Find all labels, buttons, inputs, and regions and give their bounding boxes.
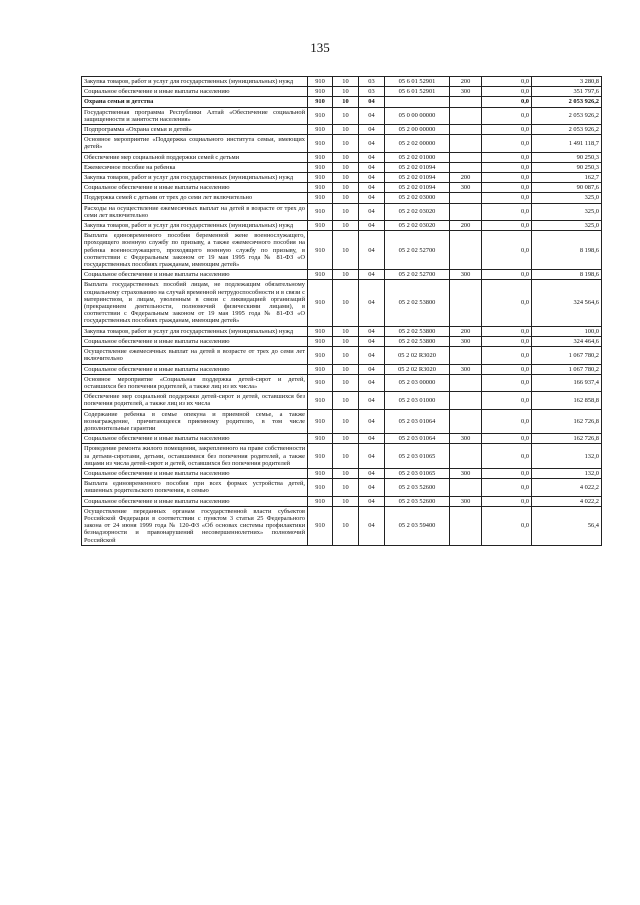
row-expense-type bbox=[450, 152, 482, 162]
table-row bbox=[82, 270, 602, 280]
table-row bbox=[82, 173, 602, 183]
row-target-article: 05 2 00 00000 bbox=[385, 125, 450, 135]
row-name: Расходы на осуществление ежемесячных выплат на детей в возрасте от трех до семи лет включительно bbox=[82, 203, 308, 220]
row-value-1: 0,0 bbox=[482, 231, 532, 270]
row-target-article: 05 2 03 01065 bbox=[385, 468, 450, 478]
row-value-2: 325,0 bbox=[532, 193, 602, 203]
row-ved: 910 bbox=[308, 77, 333, 87]
row-value-2: 2 053 926,2 bbox=[532, 97, 602, 107]
row-podrazdel: 04 bbox=[359, 203, 385, 220]
row-razdel: 10 bbox=[333, 125, 359, 135]
row-value-1: 0,0 bbox=[482, 77, 532, 87]
row-expense-type: 300 bbox=[450, 336, 482, 346]
row-target-article: 05 2 02 01094 bbox=[385, 162, 450, 172]
row-expense-type bbox=[450, 479, 482, 496]
table-row bbox=[82, 374, 602, 391]
row-razdel: 10 bbox=[333, 409, 359, 434]
row-target-article: 05 2 03 59400 bbox=[385, 506, 450, 545]
row-value-1: 0,0 bbox=[482, 364, 532, 374]
row-target-article: 05 2 03 52600 bbox=[385, 479, 450, 496]
row-podrazdel: 04 bbox=[359, 336, 385, 346]
row-name: Основное мероприятие «Социальная поддержка детей-сирот и детей, оставшихся без попечения родителей, а также лиц из их числа» bbox=[82, 374, 308, 391]
row-name: Обеспечение мер социальной поддержки семей с детьми bbox=[82, 152, 308, 162]
row-target-article bbox=[385, 97, 450, 107]
row-expense-type bbox=[450, 125, 482, 135]
row-razdel: 10 bbox=[333, 444, 359, 469]
row-target-article: 05 2 02 53800 bbox=[385, 280, 450, 326]
table-row bbox=[82, 479, 602, 496]
row-podrazdel: 04 bbox=[359, 173, 385, 183]
row-name: Социальное обеспечение и иные выплаты населению bbox=[82, 336, 308, 346]
row-ved: 910 bbox=[308, 479, 333, 496]
row-value-2: 90 087,6 bbox=[532, 183, 602, 193]
row-name: Социальное обеспечение и иные выплаты населению bbox=[82, 364, 308, 374]
row-name: Охрана семьи и детства bbox=[82, 97, 308, 107]
row-podrazdel: 04 bbox=[359, 125, 385, 135]
row-value-2: 324 564,6 bbox=[532, 280, 602, 326]
row-ved: 910 bbox=[308, 444, 333, 469]
row-podrazdel: 04 bbox=[359, 496, 385, 506]
row-value-2: 3 280,8 bbox=[532, 77, 602, 87]
row-ved: 910 bbox=[308, 326, 333, 336]
row-expense-type bbox=[450, 506, 482, 545]
row-value-1: 0,0 bbox=[482, 409, 532, 434]
row-value-2: 351 797,6 bbox=[532, 87, 602, 97]
row-razdel: 10 bbox=[333, 347, 359, 364]
row-razdel: 10 bbox=[333, 434, 359, 444]
table-row bbox=[82, 203, 602, 220]
table-row bbox=[82, 193, 602, 203]
row-value-2: 162,7 bbox=[532, 173, 602, 183]
table-row bbox=[82, 444, 602, 469]
row-expense-type bbox=[450, 347, 482, 364]
row-razdel: 10 bbox=[333, 326, 359, 336]
row-target-article: 05 2 02 53800 bbox=[385, 326, 450, 336]
row-target-article: 05 2 02 01094 bbox=[385, 183, 450, 193]
row-value-1: 0,0 bbox=[482, 97, 532, 107]
row-target-article: 05 2 03 52600 bbox=[385, 496, 450, 506]
row-target-article: 05 2 02 03020 bbox=[385, 221, 450, 231]
row-podrazdel: 04 bbox=[359, 162, 385, 172]
row-ved: 910 bbox=[308, 364, 333, 374]
row-expense-type bbox=[450, 231, 482, 270]
row-razdel: 10 bbox=[333, 468, 359, 478]
row-target-article: 05 2 02 03000 bbox=[385, 193, 450, 203]
row-razdel: 10 bbox=[333, 231, 359, 270]
row-razdel: 10 bbox=[333, 107, 359, 124]
row-name: Социальное обеспечение и иные выплаты населению bbox=[82, 468, 308, 478]
row-podrazdel: 04 bbox=[359, 135, 385, 152]
row-expense-type bbox=[450, 203, 482, 220]
row-name: Обеспечение мер социальной поддержки детей-сирот и детей, оставшихся без попечения родителей, а также лиц из их числа bbox=[82, 392, 308, 409]
row-value-1: 0,0 bbox=[482, 326, 532, 336]
row-name: Социальное обеспечение и иные выплаты населению bbox=[82, 270, 308, 280]
row-expense-type bbox=[450, 444, 482, 469]
row-razdel: 10 bbox=[333, 97, 359, 107]
row-expense-type: 200 bbox=[450, 221, 482, 231]
row-value-2: 324 464,6 bbox=[532, 336, 602, 346]
row-name: Ежемесячное пособие на ребенка bbox=[82, 162, 308, 172]
row-value-1: 0,0 bbox=[482, 162, 532, 172]
row-expense-type: 300 bbox=[450, 183, 482, 193]
row-value-1: 0,0 bbox=[482, 479, 532, 496]
row-expense-type bbox=[450, 193, 482, 203]
row-value-2: 132,0 bbox=[532, 468, 602, 478]
row-value-1: 0,0 bbox=[482, 125, 532, 135]
row-ved: 910 bbox=[308, 336, 333, 346]
row-razdel: 10 bbox=[333, 336, 359, 346]
row-value-2: 56,4 bbox=[532, 506, 602, 545]
row-value-1: 0,0 bbox=[482, 347, 532, 364]
row-name: Подпрограмма «Охрана семьи и детей» bbox=[82, 125, 308, 135]
row-expense-type: 200 bbox=[450, 173, 482, 183]
row-value-2: 132,0 bbox=[532, 444, 602, 469]
row-value-2: 166 937,4 bbox=[532, 374, 602, 391]
row-name: Закупка товаров, работ и услуг для государственных (муниципальных) нужд bbox=[82, 77, 308, 87]
row-value-2: 162 858,8 bbox=[532, 392, 602, 409]
row-value-2: 4 022,2 bbox=[532, 479, 602, 496]
row-expense-type bbox=[450, 162, 482, 172]
row-ved: 910 bbox=[308, 270, 333, 280]
row-value-2: 8 198,6 bbox=[532, 270, 602, 280]
row-name: Содержание ребенка в семье опекуна и приемной семье, а также вознаграждение, причитающееся приемному родителю, в том числе дополнительные гарантии bbox=[82, 409, 308, 434]
row-target-article: 05 2 03 01065 bbox=[385, 444, 450, 469]
table-row bbox=[82, 162, 602, 172]
row-ved: 910 bbox=[308, 374, 333, 391]
row-name: Социальное обеспечение и иные выплаты населению bbox=[82, 496, 308, 506]
row-razdel: 10 bbox=[333, 392, 359, 409]
row-razdel: 10 bbox=[333, 183, 359, 193]
row-podrazdel: 04 bbox=[359, 392, 385, 409]
row-razdel: 10 bbox=[333, 87, 359, 97]
row-value-1: 0,0 bbox=[482, 444, 532, 469]
row-ved: 910 bbox=[308, 280, 333, 326]
row-razdel: 10 bbox=[333, 374, 359, 391]
row-razdel: 10 bbox=[333, 496, 359, 506]
row-value-2: 90 250,3 bbox=[532, 162, 602, 172]
row-ved: 910 bbox=[308, 347, 333, 364]
row-razdel: 10 bbox=[333, 221, 359, 231]
table-row bbox=[82, 152, 602, 162]
row-podrazdel: 04 bbox=[359, 434, 385, 444]
row-expense-type: 200 bbox=[450, 326, 482, 336]
row-value-2: 100,0 bbox=[532, 326, 602, 336]
row-target-article: 05 2 02 R3020 bbox=[385, 347, 450, 364]
row-podrazdel: 04 bbox=[359, 468, 385, 478]
table-row bbox=[82, 221, 602, 231]
row-value-1: 0,0 bbox=[482, 152, 532, 162]
row-ved: 910 bbox=[308, 496, 333, 506]
row-name: Выплата единовременного пособия при всех формах устройства детей, лишенных родительского попечения, в семью bbox=[82, 479, 308, 496]
row-ved: 910 bbox=[308, 87, 333, 97]
row-target-article: 05 0 00 00000 bbox=[385, 107, 450, 124]
row-name: Проведение ремонта жилого помещения, закрепленного на праве собственности за детьми-сиротами, детьми, оставшимися без попечения родителей, а также лицами из числа детей-сирот и детей, оставшихся без попечения родителей bbox=[82, 444, 308, 469]
row-expense-type: 300 bbox=[450, 468, 482, 478]
row-ved: 910 bbox=[308, 231, 333, 270]
row-podrazdel: 04 bbox=[359, 152, 385, 162]
row-target-article: 05 2 02 01094 bbox=[385, 173, 450, 183]
row-value-1: 0,0 bbox=[482, 203, 532, 220]
row-razdel: 10 bbox=[333, 77, 359, 87]
row-value-2: 1 491 118,7 bbox=[532, 135, 602, 152]
row-value-2: 325,0 bbox=[532, 221, 602, 231]
row-value-1: 0,0 bbox=[482, 336, 532, 346]
row-value-2: 90 250,3 bbox=[532, 152, 602, 162]
row-ved: 910 bbox=[308, 162, 333, 172]
row-value-1: 0,0 bbox=[482, 392, 532, 409]
row-name: Основное мероприятие «Поддержка социального института семьи, имеющих детей» bbox=[82, 135, 308, 152]
row-ved: 910 bbox=[308, 97, 333, 107]
row-expense-type bbox=[450, 280, 482, 326]
table-row bbox=[82, 468, 602, 478]
row-value-2: 2 053 926,2 bbox=[532, 107, 602, 124]
row-ved: 910 bbox=[308, 107, 333, 124]
row-value-1: 0,0 bbox=[482, 193, 532, 203]
row-podrazdel: 04 bbox=[359, 231, 385, 270]
row-value-1: 0,0 bbox=[482, 221, 532, 231]
row-name: Государственная программа Республики Алтай «Обеспечение социальной защищенности и занятости населения» bbox=[82, 107, 308, 124]
row-ved: 910 bbox=[308, 221, 333, 231]
row-target-article: 05 2 02 53800 bbox=[385, 336, 450, 346]
row-value-1: 0,0 bbox=[482, 374, 532, 391]
row-expense-type: 300 bbox=[450, 434, 482, 444]
row-podrazdel: 03 bbox=[359, 77, 385, 87]
row-target-article: 05 6 01 52901 bbox=[385, 87, 450, 97]
row-razdel: 10 bbox=[333, 270, 359, 280]
row-ved: 910 bbox=[308, 152, 333, 162]
row-name: Закупка товаров, работ и услуг для государственных (муниципальных) нужд bbox=[82, 221, 308, 231]
table-row bbox=[82, 125, 602, 135]
row-name: Поддержка семей с детьми от трех до семи лет включительно bbox=[82, 193, 308, 203]
row-name: Закупка товаров, работ и услуг для государственных (муниципальных) нужд bbox=[82, 326, 308, 336]
row-podrazdel: 04 bbox=[359, 270, 385, 280]
row-target-article: 05 2 03 01064 bbox=[385, 409, 450, 434]
row-razdel: 10 bbox=[333, 364, 359, 374]
row-value-1: 0,0 bbox=[482, 280, 532, 326]
table-row bbox=[82, 336, 602, 346]
row-value-1: 0,0 bbox=[482, 173, 532, 183]
row-ved: 910 bbox=[308, 183, 333, 193]
row-expense-type: 300 bbox=[450, 364, 482, 374]
row-expense-type bbox=[450, 107, 482, 124]
page-number: 135 bbox=[310, 40, 330, 55]
row-value-2: 4 022,2 bbox=[532, 496, 602, 506]
row-target-article: 05 2 02 R3020 bbox=[385, 364, 450, 374]
row-expense-type bbox=[450, 392, 482, 409]
row-name: Социальное обеспечение и иные выплаты населению bbox=[82, 434, 308, 444]
row-razdel: 10 bbox=[333, 506, 359, 545]
row-value-1: 0,0 bbox=[482, 468, 532, 478]
table-row bbox=[82, 434, 602, 444]
row-podrazdel: 04 bbox=[359, 107, 385, 124]
row-name: Социальное обеспечение и иные выплаты населению bbox=[82, 183, 308, 193]
row-podrazdel: 03 bbox=[359, 87, 385, 97]
row-target-article: 05 2 02 52700 bbox=[385, 231, 450, 270]
row-ved: 910 bbox=[308, 392, 333, 409]
row-razdel: 10 bbox=[333, 203, 359, 220]
row-razdel: 10 bbox=[333, 152, 359, 162]
row-ved: 910 bbox=[308, 135, 333, 152]
row-podrazdel: 04 bbox=[359, 479, 385, 496]
row-podrazdel: 04 bbox=[359, 326, 385, 336]
row-ved: 910 bbox=[308, 193, 333, 203]
row-target-article: 05 2 03 00000 bbox=[385, 374, 450, 391]
row-podrazdel: 04 bbox=[359, 280, 385, 326]
row-value-1: 0,0 bbox=[482, 87, 532, 97]
table-row bbox=[82, 392, 602, 409]
row-name: Закупка товаров, работ и услуг для государственных (муниципальных) нужд bbox=[82, 173, 308, 183]
row-ved: 910 bbox=[308, 125, 333, 135]
row-value-2: 2 053 926,2 bbox=[532, 125, 602, 135]
row-ved: 910 bbox=[308, 506, 333, 545]
row-value-2: 325,0 bbox=[532, 203, 602, 220]
row-expense-type: 300 bbox=[450, 87, 482, 97]
row-name: Выплата единовременного пособия беременной жене военнослужащего, проходящего военную службу по призыву, а также ежемесячного пособия на ребенка военнослужащего, проходящего военную службу по призыву, в соответствии с Федеральным законом от 19 мая 1995 года № 81-ФЗ «О государственных пособиях гражданам, имеющим детей» bbox=[82, 231, 308, 270]
row-ved: 910 bbox=[308, 173, 333, 183]
row-value-1: 0,0 bbox=[482, 270, 532, 280]
row-podrazdel: 04 bbox=[359, 97, 385, 107]
row-podrazdel: 04 bbox=[359, 374, 385, 391]
row-name: Осуществление ежемесячных выплат на детей в возрасте от трех до семи лет включительно bbox=[82, 347, 308, 364]
table-row bbox=[82, 347, 602, 364]
table-row bbox=[82, 409, 602, 434]
table-row bbox=[82, 97, 602, 107]
table-row bbox=[82, 364, 602, 374]
row-value-1: 0,0 bbox=[482, 135, 532, 152]
row-target-article: 05 2 03 01000 bbox=[385, 392, 450, 409]
row-podrazdel: 04 bbox=[359, 183, 385, 193]
table-row bbox=[82, 107, 602, 124]
table-row bbox=[82, 77, 602, 87]
table-row bbox=[82, 87, 602, 97]
row-ved: 910 bbox=[308, 409, 333, 434]
row-expense-type: 200 bbox=[450, 77, 482, 87]
row-value-2: 8 198,6 bbox=[532, 231, 602, 270]
row-target-article: 05 2 03 01064 bbox=[385, 434, 450, 444]
row-expense-type bbox=[450, 409, 482, 434]
row-expense-type: 300 bbox=[450, 496, 482, 506]
row-podrazdel: 04 bbox=[359, 364, 385, 374]
row-razdel: 10 bbox=[333, 479, 359, 496]
table-row bbox=[82, 326, 602, 336]
table-row bbox=[82, 280, 602, 326]
row-target-article: 05 2 02 01000 bbox=[385, 152, 450, 162]
row-name: Осуществление переданных органам государственной власти субъектов Российской Федерации в соответствии с пунктом 3 статьи 25 Федерального закона от 24 июня 1999 года № 120-ФЗ «Об основах системы профилактики безнадзорности и правонарушений несовершеннолетних» полномочий Российской bbox=[82, 506, 308, 545]
table-row bbox=[82, 506, 602, 545]
row-target-article: 05 2 02 00000 bbox=[385, 135, 450, 152]
row-expense-type bbox=[450, 135, 482, 152]
table-row bbox=[82, 135, 602, 152]
row-name: Выплата государственных пособий лицам, не подлежащим обязательному социальному страхованию на случай временной нетрудоспособности и в связи с материнством, и лицам, уволенным в связи с ликвидацией организаций (прекращением деятельности, полномочий физическими лицами), в соответствии с Федеральным законом от 19 мая 1995 года № 81-ФЗ «О государственных пособиях гражданам, имеющим детей» bbox=[82, 280, 308, 326]
row-expense-type: 300 bbox=[450, 270, 482, 280]
row-value-1: 0,0 bbox=[482, 107, 532, 124]
row-podrazdel: 04 bbox=[359, 193, 385, 203]
row-ved: 910 bbox=[308, 468, 333, 478]
row-podrazdel: 04 bbox=[359, 221, 385, 231]
row-value-1: 0,0 bbox=[482, 496, 532, 506]
table-row bbox=[82, 183, 602, 193]
row-value-2: 162 726,8 bbox=[532, 409, 602, 434]
row-ved: 910 bbox=[308, 203, 333, 220]
row-value-1: 0,0 bbox=[482, 434, 532, 444]
row-razdel: 10 bbox=[333, 162, 359, 172]
table-row bbox=[82, 496, 602, 506]
row-podrazdel: 04 bbox=[359, 506, 385, 545]
row-target-article: 05 2 02 52700 bbox=[385, 270, 450, 280]
row-expense-type bbox=[450, 97, 482, 107]
row-name: Социальное обеспечение и иные выплаты населению bbox=[82, 87, 308, 97]
budget-table bbox=[81, 76, 602, 546]
row-value-2: 162 726,8 bbox=[532, 434, 602, 444]
row-razdel: 10 bbox=[333, 173, 359, 183]
row-razdel: 10 bbox=[333, 193, 359, 203]
table-row bbox=[82, 231, 602, 270]
row-value-2: 1 067 780,2 bbox=[532, 347, 602, 364]
row-value-2: 1 067 780,2 bbox=[532, 364, 602, 374]
row-expense-type bbox=[450, 374, 482, 391]
row-target-article: 05 2 02 03020 bbox=[385, 203, 450, 220]
row-target-article: 05 6 01 52901 bbox=[385, 77, 450, 87]
row-razdel: 10 bbox=[333, 135, 359, 152]
row-ved: 910 bbox=[308, 434, 333, 444]
row-value-1: 0,0 bbox=[482, 506, 532, 545]
row-value-1: 0,0 bbox=[482, 183, 532, 193]
row-podrazdel: 04 bbox=[359, 444, 385, 469]
row-podrazdel: 04 bbox=[359, 347, 385, 364]
row-razdel: 10 bbox=[333, 280, 359, 326]
row-podrazdel: 04 bbox=[359, 409, 385, 434]
